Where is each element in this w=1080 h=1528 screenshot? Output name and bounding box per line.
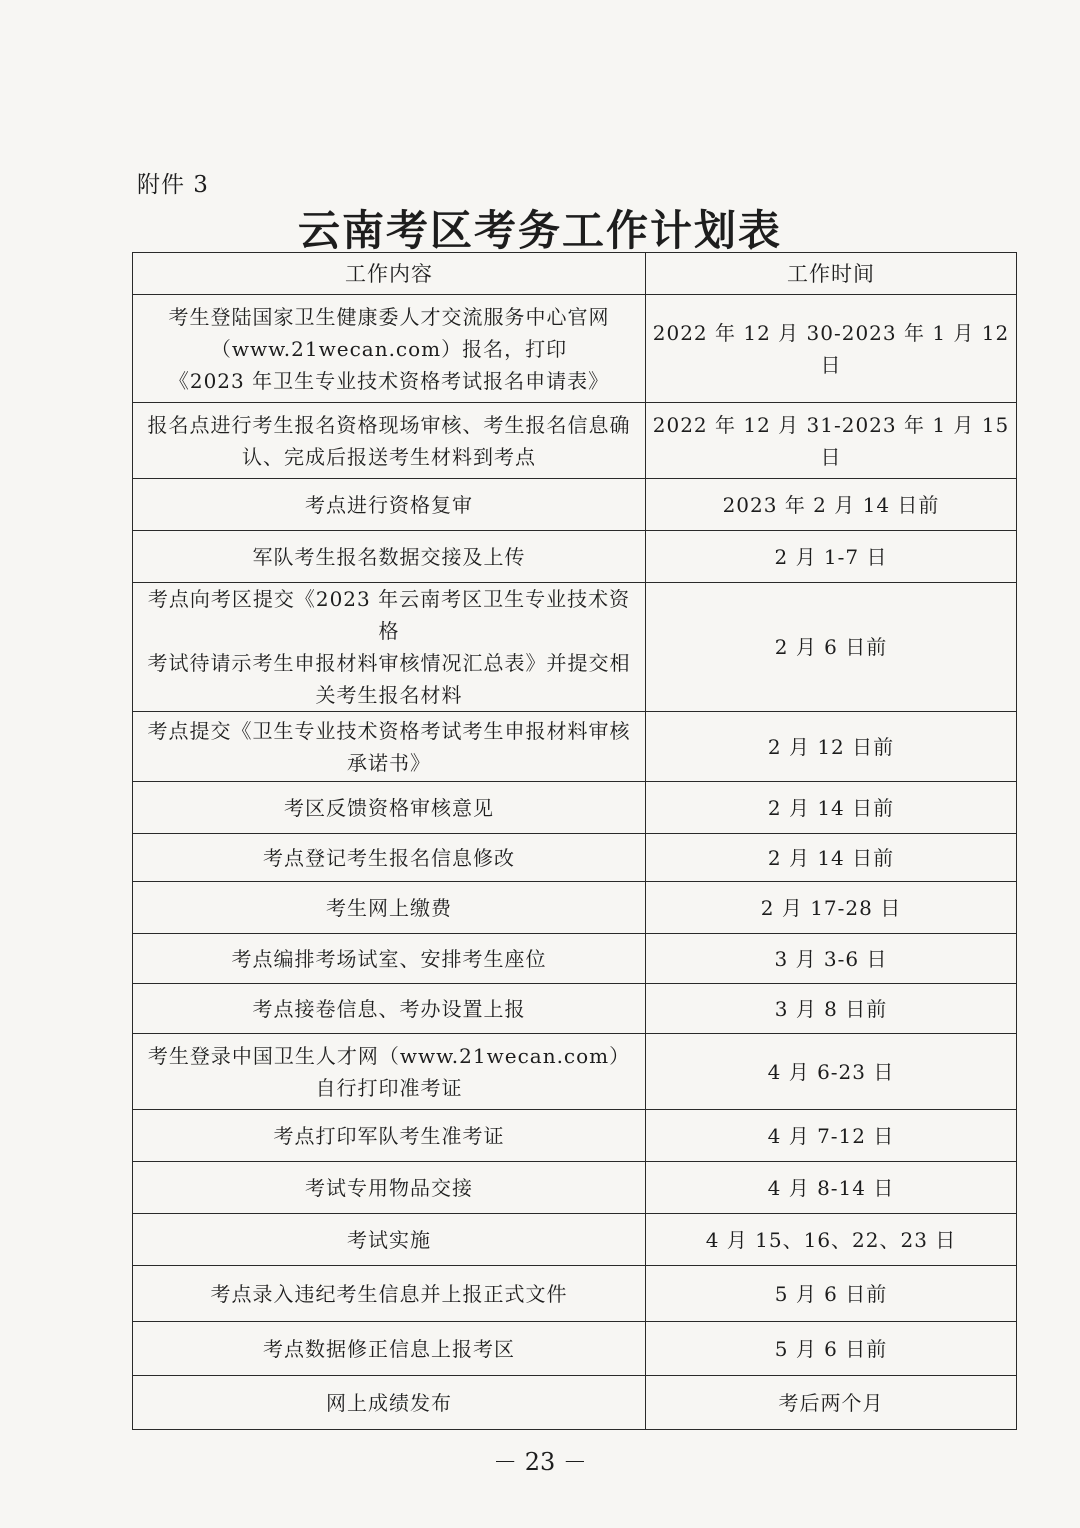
work-content-line: 网上成绩发布 <box>326 1390 452 1415</box>
work-content-cell <box>133 531 646 583</box>
table-row <box>133 1110 1017 1162</box>
work-time-cell: 2 月 12 日前 <box>646 712 1017 782</box>
header-work-content: 工作内容 <box>133 253 646 295</box>
work-content-cell <box>133 984 646 1034</box>
table-row <box>133 782 1017 834</box>
work-content-line: 认、完成后报送考生材料到考点 <box>242 444 536 469</box>
work-content-line: 考生登录中国卫生人才网（www.21wecan.com） <box>147 1043 631 1068</box>
work-time-cell: 4 月 6-23 日 <box>646 1034 1017 1110</box>
page-number: － 23 － <box>493 1448 587 1476</box>
work-content-cell <box>133 834 646 882</box>
work-plan-table <box>132 252 1017 1430</box>
work-time-cell: 2023 年 2 月 14 日前 <box>646 479 1017 531</box>
work-content-cell <box>133 1034 646 1110</box>
table-row <box>133 583 1017 712</box>
work-content-line: 考点数据修正信息上报考区 <box>263 1336 515 1361</box>
work-content-line: 考试待请示考生申报材料审核情况汇总表》并提交相 <box>147 651 631 675</box>
work-content-line: 考点提交《卫生专业技术资格考试考生申报材料审核 <box>147 718 631 743</box>
work-content-line: 《2023 年卫生专业技术资格考试报名申请表》 <box>168 368 610 393</box>
table-row <box>133 834 1017 882</box>
work-content-line: 考点进行资格复审 <box>305 492 473 517</box>
work-time-cell: 2 月 14 日前 <box>646 782 1017 834</box>
work-content-cell <box>133 295 646 403</box>
table-header-row <box>133 253 1017 295</box>
work-time-cell: 5 月 6 日前 <box>646 1266 1017 1322</box>
work-content-line: 自行打印准考证 <box>315 1075 463 1100</box>
work-content-line: （www.21wecan.com）报名，打印 <box>210 336 568 361</box>
work-time-cell: 3 月 3-6 日 <box>646 934 1017 984</box>
work-time-cell: 3 月 8 日前 <box>646 984 1017 1034</box>
work-content-cell <box>133 1110 646 1162</box>
work-time-cell: 4 月 8-14 日 <box>646 1162 1017 1214</box>
work-content-line: 考点打印军队考生准考证 <box>273 1123 505 1148</box>
work-content-cell <box>133 1266 646 1322</box>
work-content-line: 考区反馈资格审核意见 <box>284 795 494 820</box>
work-time-cell: 2022 年 12 月 31-2023 年 1 月 15 日 <box>646 403 1017 479</box>
work-content-line: 考生登陆国家卫生健康委人才交流服务中心官网 <box>168 304 610 329</box>
work-time-cell: 4 月 15、16、22、23 日 <box>646 1214 1017 1266</box>
work-content-cell <box>133 479 646 531</box>
work-content-cell <box>133 403 646 479</box>
table-row <box>133 712 1017 782</box>
table-body <box>133 295 1017 1430</box>
table-row <box>133 403 1017 479</box>
table-row <box>133 1162 1017 1214</box>
work-time-cell: 5 月 6 日前 <box>646 1322 1017 1376</box>
work-content-line: 军队考生报名数据交接及上传 <box>252 544 526 569</box>
work-content-line: 关考生报名材料 <box>315 683 463 707</box>
work-content-cell <box>133 882 646 934</box>
work-content-cell <box>133 1214 646 1266</box>
work-content-line: 考试专用物品交接 <box>305 1175 473 1200</box>
work-content-line: 考点编排考场试室、安排考生座位 <box>231 946 547 971</box>
work-time-cell: 4 月 7-12 日 <box>646 1110 1017 1162</box>
work-content-line: 考试实施 <box>347 1227 431 1252</box>
table-row <box>133 479 1017 531</box>
work-content-cell <box>133 782 646 834</box>
table-row <box>133 1266 1017 1322</box>
work-content-line: 考生网上缴费 <box>326 895 452 920</box>
table-row <box>133 1034 1017 1110</box>
attachment-label: 附件 3 <box>137 172 209 198</box>
work-time-cell: 2 月 14 日前 <box>646 834 1017 882</box>
table-row <box>133 531 1017 583</box>
work-content-line: 考点录入违纪考生信息并上报正式文件 <box>210 1281 568 1306</box>
work-time-cell: 2022 年 12 月 30-2023 年 1 月 12 日 <box>646 295 1017 403</box>
work-content-line: 报名点进行考生报名资格现场审核、考生报名信息确 <box>147 412 631 437</box>
work-content-cell <box>133 583 646 712</box>
table-row <box>133 1214 1017 1266</box>
work-content-line: 考点登记考生报名信息修改 <box>263 845 515 870</box>
work-content-line: 考点接卷信息、考办设置上报 <box>252 996 526 1021</box>
table-row <box>133 1322 1017 1376</box>
work-content-cell <box>133 1376 646 1430</box>
table-row <box>133 882 1017 934</box>
table-row <box>133 984 1017 1034</box>
table-row <box>133 1376 1017 1430</box>
table-row <box>133 295 1017 403</box>
work-content-cell <box>133 1162 646 1214</box>
work-time-cell: 2 月 6 日前 <box>646 583 1017 712</box>
header-work-time: 工作时间 <box>646 253 1017 295</box>
work-content-line: 考点向考区提交《2023 年云南考区卫生专业技术资格 <box>147 587 631 643</box>
document-title: 云南考区考务工作计划表 <box>297 206 782 255</box>
work-content-cell <box>133 934 646 984</box>
work-content-cell <box>133 1322 646 1376</box>
work-time-cell: 考后两个月 <box>646 1376 1017 1430</box>
work-content-cell <box>133 712 646 782</box>
table-row <box>133 934 1017 984</box>
work-time-cell: 2 月 1-7 日 <box>646 531 1017 583</box>
work-time-cell: 2 月 17-28 日 <box>646 882 1017 934</box>
work-content-line: 承诺书》 <box>347 750 431 775</box>
